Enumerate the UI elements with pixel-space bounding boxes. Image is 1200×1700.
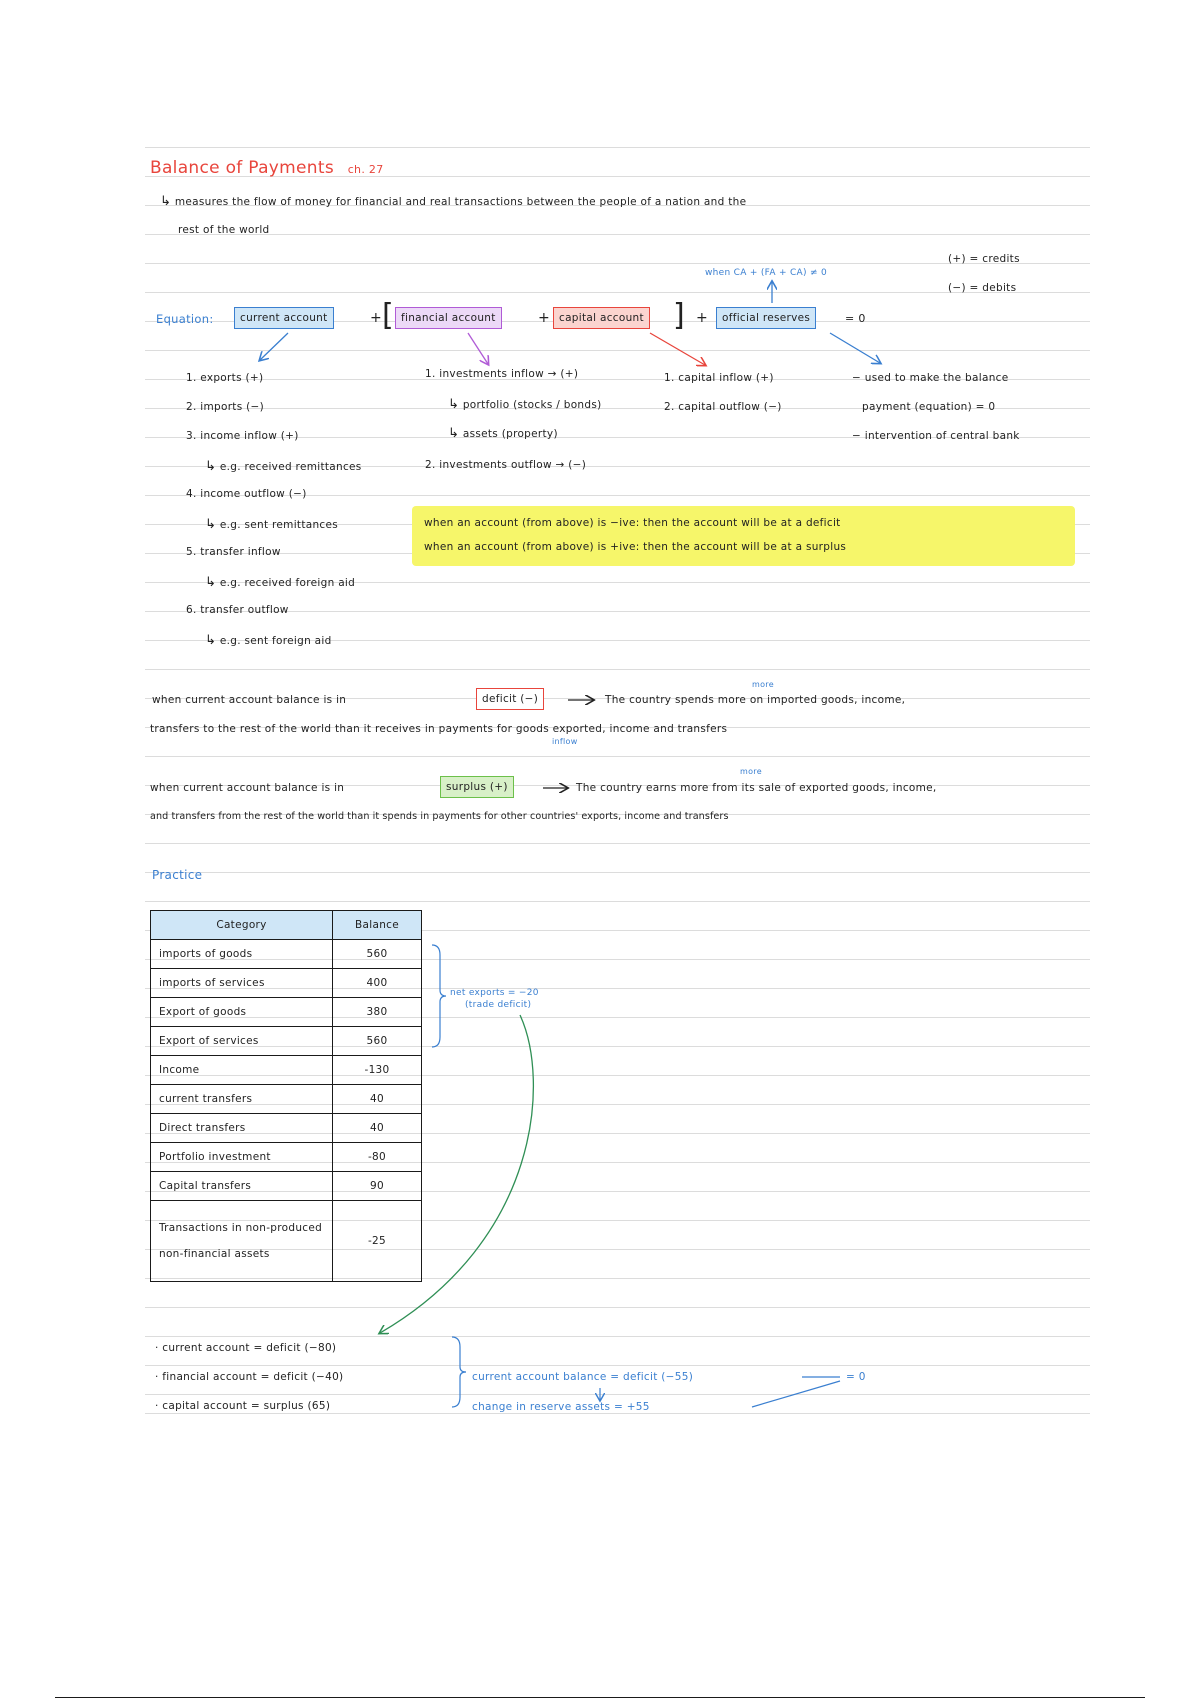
page-title: Balance of Payments ch. 27 [150, 158, 384, 178]
financial-sub-portfolio: ↳ portfolio (stocks / bonds) [448, 397, 602, 412]
capital-account-box: capital account [553, 307, 650, 329]
equation-label: Equation: [156, 312, 214, 326]
deficit-line-1b: The country spends more on imported goods, income, [605, 694, 906, 706]
table-row [151, 1027, 422, 1056]
brace-net-exports [432, 945, 446, 1047]
when-ca-note: when CA + (FA + CA) ≠ 0 [705, 268, 827, 278]
table-cell-category: Income [151, 1056, 333, 1085]
deficit-box: deficit (−) [476, 688, 544, 710]
reserve-item-1: − used to make the balance [852, 372, 1009, 384]
current-item-5-example: ↳ e.g. received foreign aid [205, 575, 356, 590]
table-cell-category: Capital transfers [151, 1172, 333, 1201]
capital-item-2: 2. capital outflow (−) [664, 401, 782, 413]
table-cell-balance: -80 [333, 1143, 422, 1172]
deficit-note-inflow: inflow [552, 737, 578, 746]
surplus-line-1a: when current account balance is in [150, 782, 345, 794]
current-item-6-example: ↳ e.g. sent foreign aid [205, 633, 332, 648]
table-cell-balance: 40 [333, 1085, 422, 1114]
table-cell-balance: 400 [333, 969, 422, 998]
table-cell-balance: 380 [333, 998, 422, 1027]
definition-line-1: ↳ measures the flow of money for financial and real transactions between the people of a nation and the [160, 194, 747, 209]
current-item-6: 6. transfer outflow [186, 604, 289, 616]
table-cell-balance: 90 [333, 1172, 422, 1201]
table-row [151, 1056, 422, 1085]
current-item-3: 3. income inflow (+) [186, 430, 299, 442]
legend-debits: (−) = debits [948, 282, 1017, 294]
reserve-item-3: − intervention of central bank [852, 430, 1020, 442]
legend-credits: (+) = credits [948, 253, 1020, 265]
arrow-financial [468, 333, 488, 364]
table-row [151, 1172, 422, 1201]
table-cell-category: Portfolio investment [151, 1143, 333, 1172]
current-item-2: 2. imports (−) [186, 401, 265, 413]
table-header-balance: Balance [333, 911, 422, 940]
table-cell-balance: 560 [333, 1027, 422, 1056]
table-row [151, 1114, 422, 1143]
deficit-note-more: more [752, 680, 774, 689]
current-item-4: 4. income outflow (−) [186, 488, 307, 500]
table-cell-category: Export of goods [151, 998, 333, 1027]
table-cell-balance: -25 [333, 1201, 422, 1282]
note-line-1: when an account (from above) is −ive: then the account will be at a deficit [424, 517, 841, 529]
official-reserves-box: official reserves [716, 307, 816, 329]
deficit-surplus-note [412, 506, 1075, 566]
table-cell-balance: 40 [333, 1114, 422, 1143]
current-account-box: current account [234, 307, 334, 329]
table-header-category: Category [151, 911, 333, 940]
brace-summary [452, 1337, 466, 1407]
plus-sign-3: + [696, 310, 709, 326]
table-cell-category: Transactions in non-produced non-financial assets [151, 1201, 333, 1282]
practice-heading: Practice [152, 868, 203, 882]
open-bracket: [ [382, 298, 395, 333]
note-line-2: when an account (from above) is +ive: then the account will be at a surplus [424, 541, 847, 553]
surplus-line-1b: The country earns more from its sale of exported goods, income, [576, 782, 937, 794]
current-item-5: 5. transfer inflow [186, 546, 281, 558]
arrow-current [260, 333, 288, 360]
change-reserves-note: change in reserve assets = +55 [472, 1401, 650, 1413]
deficit-line-2: transfers to the rest of the world than it receives in payments for goods exported, income and transfers [150, 723, 728, 735]
financial-item-1: 1. investments inflow → (+) [425, 368, 579, 380]
financial-account-box: financial account [395, 307, 502, 329]
table-row [151, 969, 422, 998]
arrow-reserves [830, 333, 880, 363]
table-row [151, 1201, 422, 1282]
current-item-1: 1. exports (+) [186, 372, 264, 384]
table-header-row [151, 911, 422, 940]
net-exports-note: net exports = −20 [450, 988, 539, 998]
table-row [151, 940, 422, 969]
equals-zero-note: = 0 [846, 1371, 866, 1383]
table-cell-category: Export of services [151, 1027, 333, 1056]
summary-current: · current account = deficit (−80) [155, 1342, 337, 1354]
surplus-box: surplus (+) [440, 776, 514, 798]
capital-item-1: 1. capital inflow (+) [664, 372, 774, 384]
table-cell-category: imports of goods [151, 940, 333, 969]
trade-deficit-note: (trade deficit) [465, 1000, 532, 1010]
plus-sign: + [370, 310, 383, 326]
plus-sign-2: + [538, 310, 551, 326]
surplus-note-more: more [740, 767, 762, 776]
arrow-capital [650, 333, 705, 365]
practice-table [150, 910, 422, 1282]
table-cell-balance: 560 [333, 940, 422, 969]
financial-item-2: 2. investments outflow → (−) [425, 459, 587, 471]
table-cell-category: Direct transfers [151, 1114, 333, 1143]
line-to-zero-2 [752, 1381, 840, 1407]
table-cell-category: current transfers [151, 1085, 333, 1114]
equals-zero: = 0 [845, 312, 866, 325]
ca-balance-note: current account balance = deficit (−55) [472, 1371, 694, 1383]
hook-arrow-icon: ↳ [160, 194, 172, 209]
table-row [151, 998, 422, 1027]
close-bracket: ] [673, 298, 686, 333]
summary-capital: · capital account = surplus (65) [155, 1400, 331, 1412]
current-item-3-example: ↳ e.g. received remittances [205, 459, 362, 474]
definition-line-2: rest of the world [178, 224, 270, 236]
table-cell-category: imports of services [151, 969, 333, 998]
table-row [151, 1143, 422, 1172]
deficit-line-1a: when current account balance is in [152, 694, 347, 706]
page-bottom-border [55, 1697, 1145, 1698]
summary-financial: · financial account = deficit (−40) [155, 1371, 344, 1383]
table-row [151, 1085, 422, 1114]
financial-sub-assets: ↳ assets (property) [448, 426, 558, 441]
surplus-line-2: and transfers from the rest of the world than it spends in payments for other countries' exports, income and transfers [150, 811, 729, 822]
reserve-item-2: payment (equation) = 0 [862, 401, 996, 413]
chapter-label: ch. 27 [347, 163, 384, 176]
current-item-4-example: ↳ e.g. sent remittances [205, 517, 339, 532]
table-cell-balance: -130 [333, 1056, 422, 1085]
